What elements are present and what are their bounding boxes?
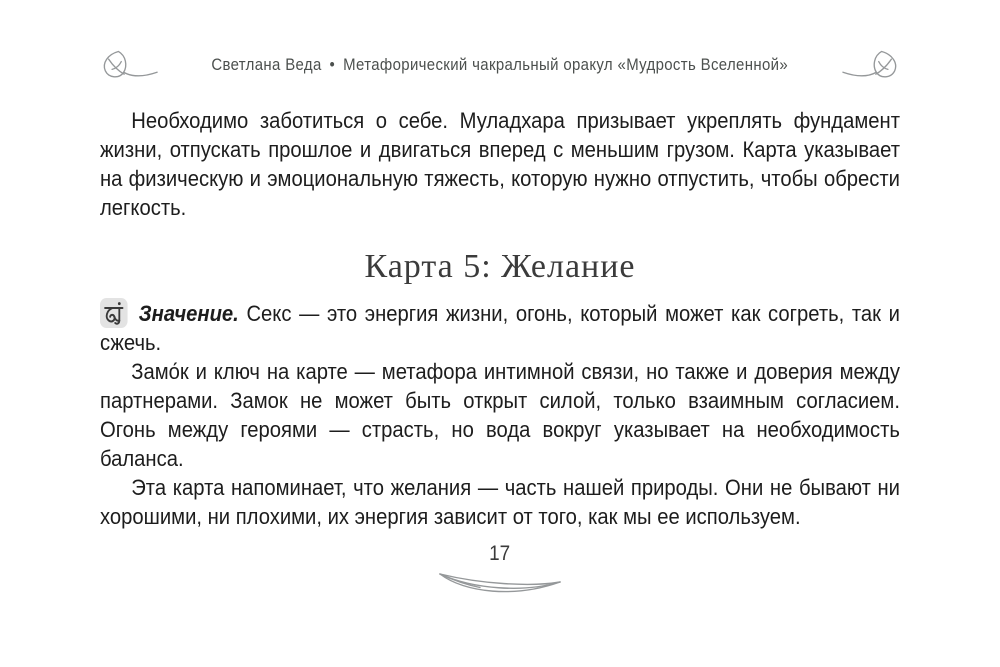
running-header-text (212, 55, 789, 75)
running-header (0, 0, 1000, 82)
text-column (100, 106, 900, 531)
page-footer (0, 542, 1000, 601)
leaf-ornament-left-icon (100, 48, 158, 82)
leaf-ornament-right-icon (842, 48, 900, 82)
intro-paragraph: Необходимо заботиться о себе. Муладхара призывает укреплять фундамент жизни, отпускать прошлое и двигаться вперед с меньшим грузом. Карта указывает на физическую и эмоциональную тяжесть, которую нужно отпустить, чтобы обрести легкость. (100, 108, 900, 220)
bija-mantra-symbol-icon (102, 300, 126, 326)
header-separator: • (329, 55, 336, 74)
body-paragraph: Замо́к и ключ на карте — метафора интимной связи, но также и доверия между партнерами. Замок не может быть открыт силой, только взаимным согласием. Огонь между героями — страсть, но вода вокруг указывает на необходимость баланса. (100, 359, 900, 471)
feather-flourish-icon (0, 567, 1000, 601)
body-paragraph: Эта карта напоминает, что желания — часть нашей природы. Они не бывают ни хорошими, ни плохими, их энергия зависит от того, как мы ее используем. (100, 475, 900, 529)
card-heading: Карта 5: Желание (364, 248, 636, 285)
meaning-label: Значение. (138, 301, 239, 326)
bija-mantra-badge (100, 298, 128, 328)
meaning-text: Секс — это энергия жизни, огонь, который может как согреть, так и сжечь. (100, 301, 900, 355)
book-title: Метафорический чакральный оракул «Мудрость Вселенной» (343, 55, 789, 74)
meaning-paragraph (100, 298, 900, 357)
author-name: Светлана Веда (211, 55, 322, 74)
page-number: 17 (489, 542, 511, 565)
